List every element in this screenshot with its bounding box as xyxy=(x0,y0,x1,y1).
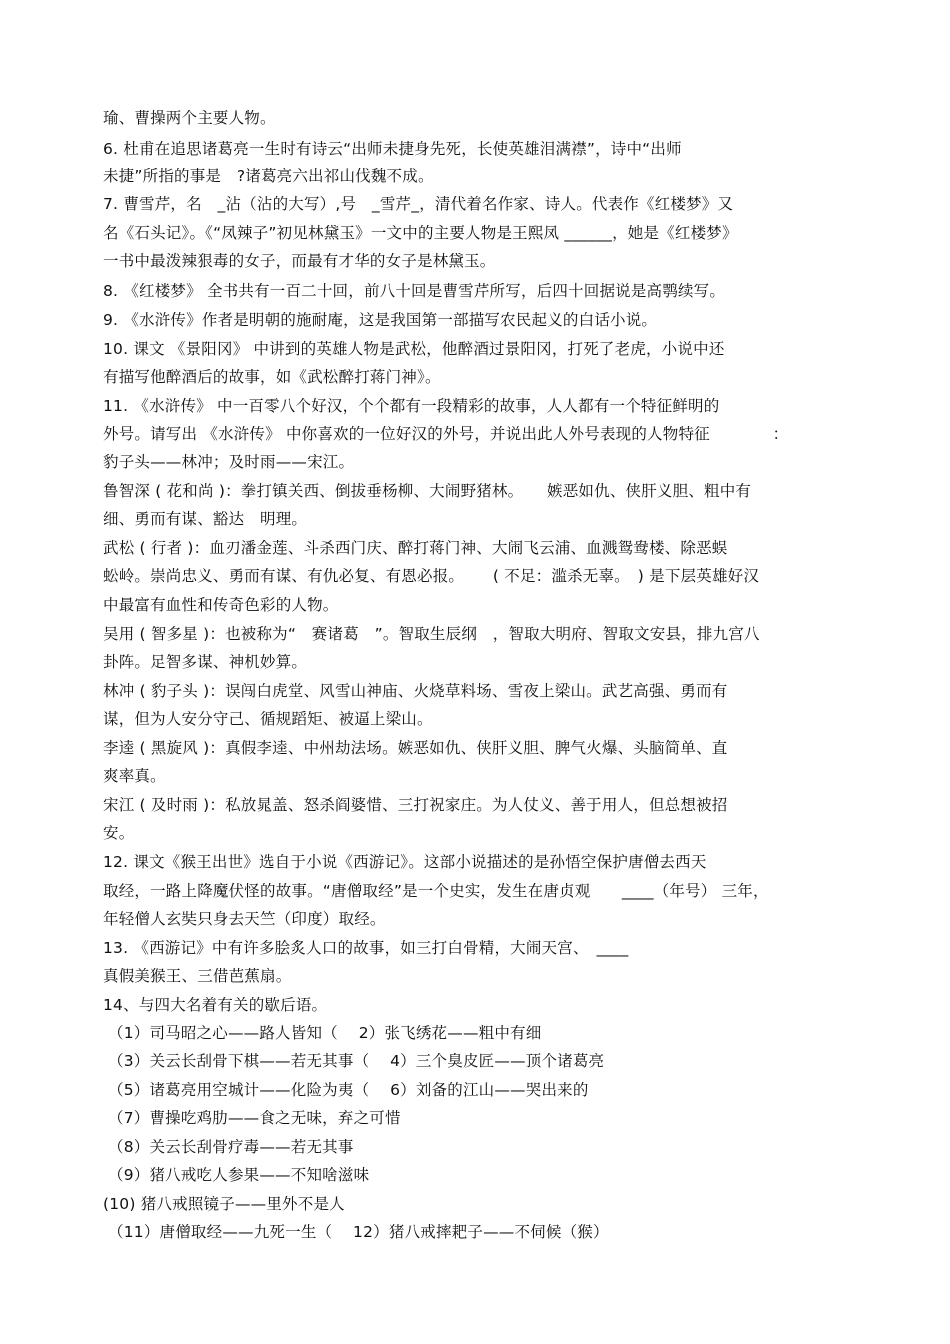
text-line: （1）司马昭之心——路人皆知（ 2）张飞绣花——粗中有细 xyxy=(108,1024,542,1042)
text-line: 宋江 ( 及时雨 )：私放晁盖、怒杀阎婆惜、三打祝家庄。为人仗义、善于用人，但总想被招 xyxy=(103,796,728,814)
text-line: 细、勇而有谋、豁达 明理。 xyxy=(103,510,308,528)
text-line: 11. 《水浒传》 中一百零八个好汉，个个都有一段精彩的故事，人人都有一个特征鲜明的 xyxy=(103,397,720,415)
text-line: 13. 《西游记》中有许多脍炙人口的故事，如三打白骨精，大闹天宫、 ____ xyxy=(103,939,629,957)
text-line: 有描写他醉酒后的故事，如《武松醉打蒋门神》。 xyxy=(103,368,441,386)
text-line: 卦阵。足智多谋、神机妙算。 xyxy=(103,653,308,671)
text-line: 林冲 ( 豹子头 )：误闯白虎堂、风雪山神庙、火烧草料场、雪夜上梁山。武艺高强、勇而有 xyxy=(103,682,728,700)
text-line: （11）唐僧取经——九死一生（ 12）猪八戒摔耙子——不伺候（猴） xyxy=(108,1223,609,1241)
text-line: 安。 xyxy=(103,824,135,842)
text-line: 瑜、曹操两个主要人物。 xyxy=(103,109,276,127)
text-line: 蚣岭。崇尚忠义、勇而有谋、有仇必复、有恩必报。 ( 不足：滥杀无辜。 ) 是下层英雄好汉 xyxy=(103,567,760,585)
text-line: 9. 《水浒传》作者是明朝的施耐庵，这是我国第一部描写农民起义的白话小说。 xyxy=(103,311,658,329)
text-line: 鲁智深 ( 花和尚 )：拳打镇关西、倒拔垂杨柳、大闹野猪林。 嫉恶如仇、侠肝义胆、粗中有 xyxy=(103,482,752,500)
text-line: 一书中最泼辣狠毒的女子，而最有才华的女子是林黛玉。 xyxy=(103,252,496,270)
text-line: 真假美猴王、三借芭蕉扇。 xyxy=(103,967,292,985)
text-line: 外号。请写出 《水浒传》 中你喜欢的一位好汉的外号，并说出此人外号表现的人物特征 ： xyxy=(103,425,789,443)
text-line: 12. 课文《猴王出世》选自于小说《西游记》。这部小说描述的是孙悟空保护唐僧去西天 xyxy=(103,853,707,871)
text-line: 未捷”所指的事是 ?诸葛亮六出祁山伐魏不成。 xyxy=(103,167,434,185)
text-line: 10. 课文 《景阳冈》 中讲到的英雄人物是武松，他醉酒过景阳冈，打死了老虎，小说中还 xyxy=(103,340,725,358)
text-line: 年轻僧人玄奘只身去天竺（印度）取经。 xyxy=(103,910,386,928)
text-line: 取经，一路上降魔伏怪的故事。“唐僧取经”是一个史实，发生在唐贞观 ____（年号） 三年， xyxy=(103,882,769,900)
text-line: 8. 《红楼梦》 全书共有一百二十回，前八十回是曹雪芹所写，后四十回据说是高鹗续写。 xyxy=(103,282,726,300)
text-line: 武松 ( 行者 )：血刃潘金莲、斗杀西门庆、醉打蒋门神、大闹飞云浦、血溅鸳鸯楼、除恶蜈 xyxy=(103,539,728,557)
text-line: 名《石头记》。《“凤辣子”初见林黛玉》一文中的主要人物是王熙凤 ______，她是《红楼梦》 xyxy=(103,224,738,242)
text-line: 14、与四大名着有关的歇后语。 xyxy=(103,996,328,1014)
text-line: （8）关云长刮骨疗毒——若无其事 xyxy=(108,1138,354,1156)
text-line: 7. 曹雪芹，名 _沾（沾的大写）,号 _雪芹_，清代着名作家、诗人。代表作《红楼梦》又 xyxy=(103,195,734,213)
text-line: 6. 杜甫在追思诸葛亮一生时有诗云“出师未捷身先死，长使英雄泪满襟”，诗中“出师 xyxy=(103,140,682,158)
text-line: （3）关云长刮骨下棋——若无其事（ 4）三个臭皮匠——顶个诸葛亮 xyxy=(108,1052,605,1070)
text-line: 豹子头——林冲；及时雨——宋江。 xyxy=(103,453,355,471)
text-line: (10) 猪八戒照镜子——里外不是人 xyxy=(103,1195,345,1213)
text-line: 中最富有血性和传奇色彩的人物。 xyxy=(103,596,339,614)
text-line: （9）猪八戒吃人参果——不知啥滋味 xyxy=(108,1166,370,1184)
text-line: 李逵 ( 黑旋风 )：真假李逵、中州劫法场。嫉恶如仇、侠肝义胆、脾气火爆、头脑简单、直 xyxy=(103,739,728,757)
text-line: 爽率真。 xyxy=(103,767,166,785)
text-line: 吴用 ( 智多星 )：也被称为“ 赛诸葛 ”。智取生辰纲 ，智取大明府、智取文安县，排九宫八 xyxy=(103,625,760,643)
text-line: （7）曹操吃鸡肋——食之无味，弃之可惜 xyxy=(108,1109,401,1127)
text-line: 谋，但为人安分守己、循规蹈矩、被逼上梁山。 xyxy=(103,710,433,728)
text-line: （5）诸葛亮用空城计——化险为夷（ 6）刘备的江山——哭出来的 xyxy=(108,1081,589,1099)
